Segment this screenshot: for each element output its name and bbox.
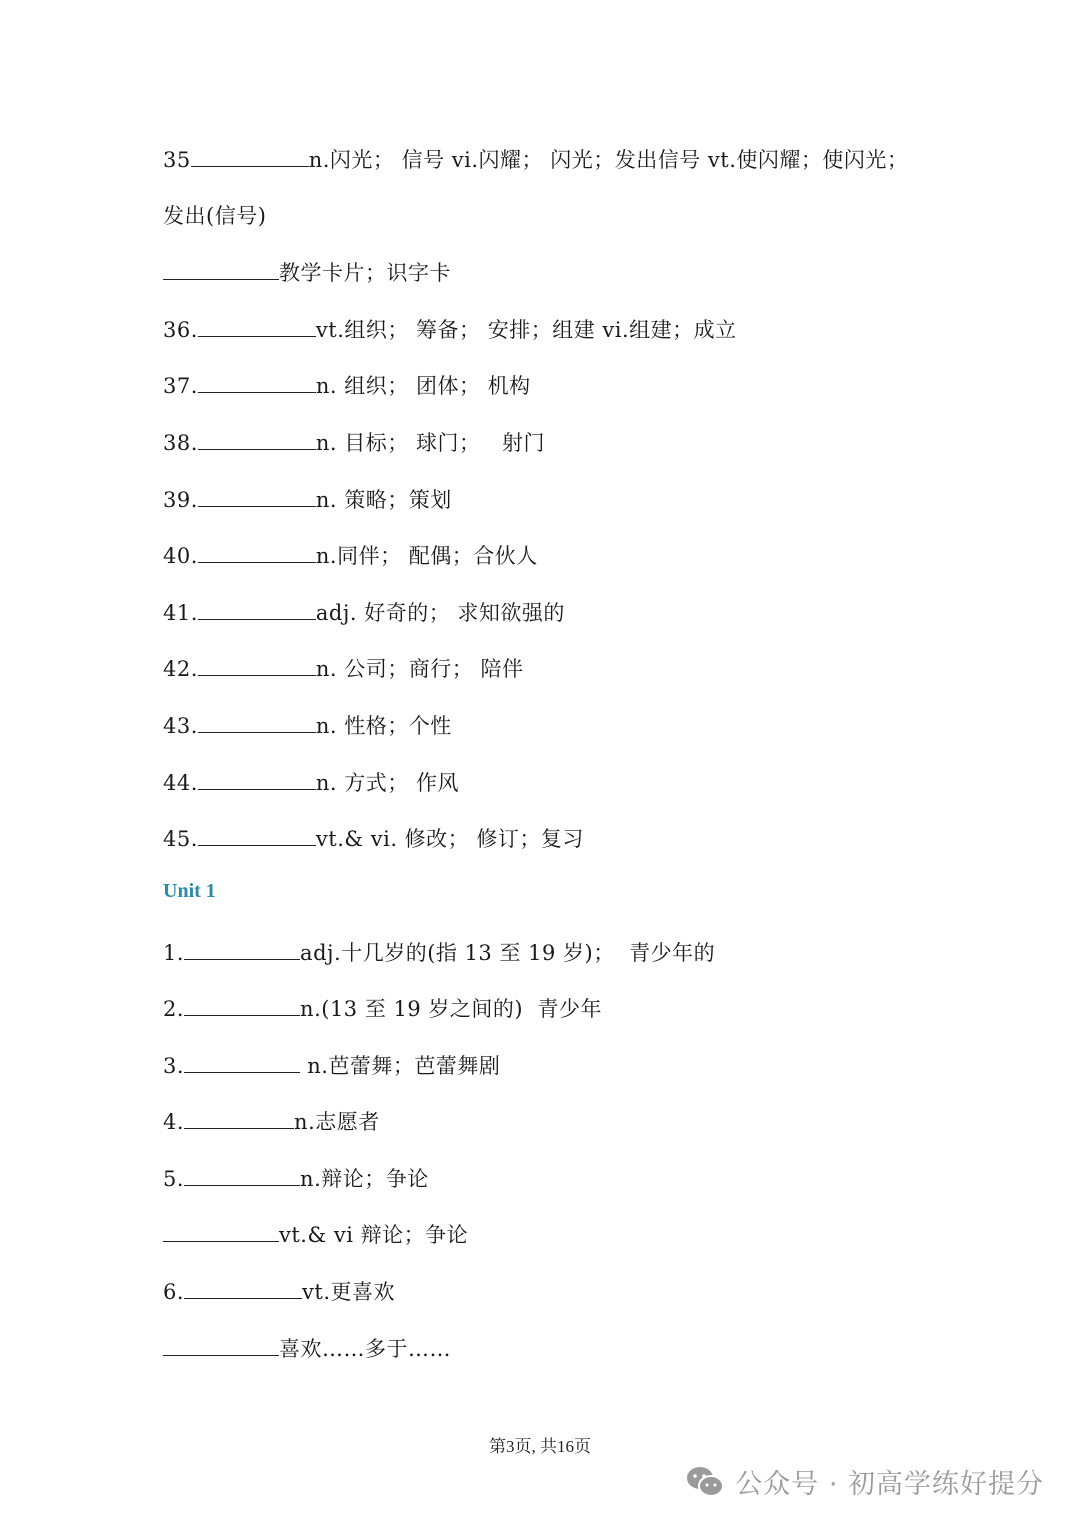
definition: vt.& vi 辩论；争论 — [279, 1223, 469, 1247]
definition: n. 目标； 球门； 射门 — [315, 431, 545, 455]
answer-blank[interactable] — [184, 937, 300, 960]
item-number: 38. — [163, 431, 198, 455]
vocab-line — [163, 597, 565, 628]
answer-blank[interactable] — [198, 767, 316, 790]
item-number: 43. — [163, 714, 198, 738]
definition: n.闪光； 信号 vi.闪耀； 闪光；发出信号 vt.使闪耀；使闪光； — [308, 148, 909, 172]
item-number: 4. — [163, 1110, 185, 1134]
definition: n. 组织； 团体； 机构 — [315, 374, 531, 398]
watermark — [685, 1462, 1044, 1501]
vocab-line — [163, 1219, 468, 1250]
watermark-text: 公众号 · 初高学练好提分 — [735, 1469, 1044, 1500]
answer-blank[interactable] — [198, 653, 316, 676]
definition: n.同伴； 配偶；合伙人 — [315, 544, 538, 568]
answer-blank[interactable] — [198, 484, 316, 507]
answer-blank[interactable] — [198, 597, 316, 620]
wechat-icon — [685, 1465, 725, 1499]
definition: adj.十几岁的(指 13 至 19 岁)； 青少年的 — [300, 941, 716, 965]
vocab-line — [163, 540, 538, 571]
answer-blank[interactable] — [198, 823, 316, 846]
item-number: 45. — [163, 827, 198, 851]
definition: n. 方式； 作风 — [315, 771, 459, 795]
vocab-line — [163, 937, 715, 968]
vocab-line — [163, 257, 451, 288]
vocab-line — [163, 314, 737, 345]
vocab-line — [163, 710, 452, 741]
answer-blank[interactable] — [198, 314, 316, 337]
answer-blank[interactable] — [163, 1333, 279, 1356]
answer-blank[interactable] — [191, 144, 309, 167]
answer-blank[interactable] — [184, 1050, 300, 1073]
vocab-line — [163, 370, 531, 401]
definition: vt.& vi. 修改； 修订；复习 — [315, 827, 584, 851]
vocab-line — [163, 484, 452, 515]
item-number: 37. — [163, 374, 198, 398]
definition: n. 公司；商行； 陪伴 — [315, 657, 524, 681]
vocab-line — [163, 1106, 380, 1137]
vocab-line — [163, 144, 908, 175]
definition: vt.组织； 筹备； 安排；组建 vi.组建；成立 — [315, 318, 737, 342]
definition: n.(13 至 19 岁之间的) 青少年 — [300, 997, 602, 1021]
answer-blank[interactable] — [198, 427, 316, 450]
answer-blank[interactable] — [184, 1106, 294, 1129]
item-number: 42. — [163, 657, 198, 681]
definition: vt.更喜欢 — [302, 1280, 396, 1304]
vocab-line — [163, 767, 459, 798]
definition: n.志愿者 — [294, 1110, 380, 1134]
definition: n.芭蕾舞；芭蕾舞剧 — [300, 1054, 501, 1078]
answer-blank[interactable] — [198, 710, 316, 733]
definition: 教学卡片；识字卡 — [279, 261, 451, 285]
item-number: 44. — [163, 771, 198, 795]
item-number: 40. — [163, 544, 198, 568]
item-number: 6. — [163, 1280, 185, 1304]
vocab-line — [163, 1333, 451, 1364]
vocab-line — [163, 201, 266, 231]
answer-blank[interactable] — [163, 257, 279, 280]
vocab-line — [163, 993, 602, 1024]
vocab-line — [163, 1163, 429, 1194]
answer-blank[interactable] — [198, 370, 316, 393]
vocab-line — [163, 427, 545, 458]
definition: 喜欢……多于…… — [279, 1337, 451, 1361]
answer-blank[interactable] — [184, 1276, 302, 1299]
item-number: 35 — [163, 148, 191, 172]
vocab-line — [163, 1050, 500, 1081]
answer-blank[interactable] — [184, 993, 300, 1016]
vocab-line — [163, 823, 584, 854]
item-number: 5. — [163, 1167, 185, 1191]
page-footer: 第3页, 共16页 — [489, 1437, 591, 1456]
definition: n. 策略；策划 — [315, 488, 452, 512]
answer-blank[interactable] — [163, 1219, 279, 1242]
answer-blank[interactable] — [184, 1163, 300, 1186]
definition: adj. 好奇的； 求知欲强的 — [315, 601, 565, 625]
definition: n. 性格；个性 — [315, 714, 452, 738]
definition: 发出(信号) — [163, 204, 267, 228]
vocab-line — [163, 1276, 395, 1307]
answer-blank[interactable] — [198, 540, 316, 563]
vocab-line — [163, 653, 523, 684]
unit-heading: Unit 1 — [163, 880, 216, 902]
item-number: 2. — [163, 997, 185, 1021]
definition: n.辩论；争论 — [300, 1167, 429, 1191]
item-number: 39. — [163, 488, 198, 512]
item-number: 1. — [163, 941, 185, 965]
item-number: 41. — [163, 601, 198, 625]
item-number: 3. — [163, 1054, 185, 1078]
item-number: 36. — [163, 318, 198, 342]
